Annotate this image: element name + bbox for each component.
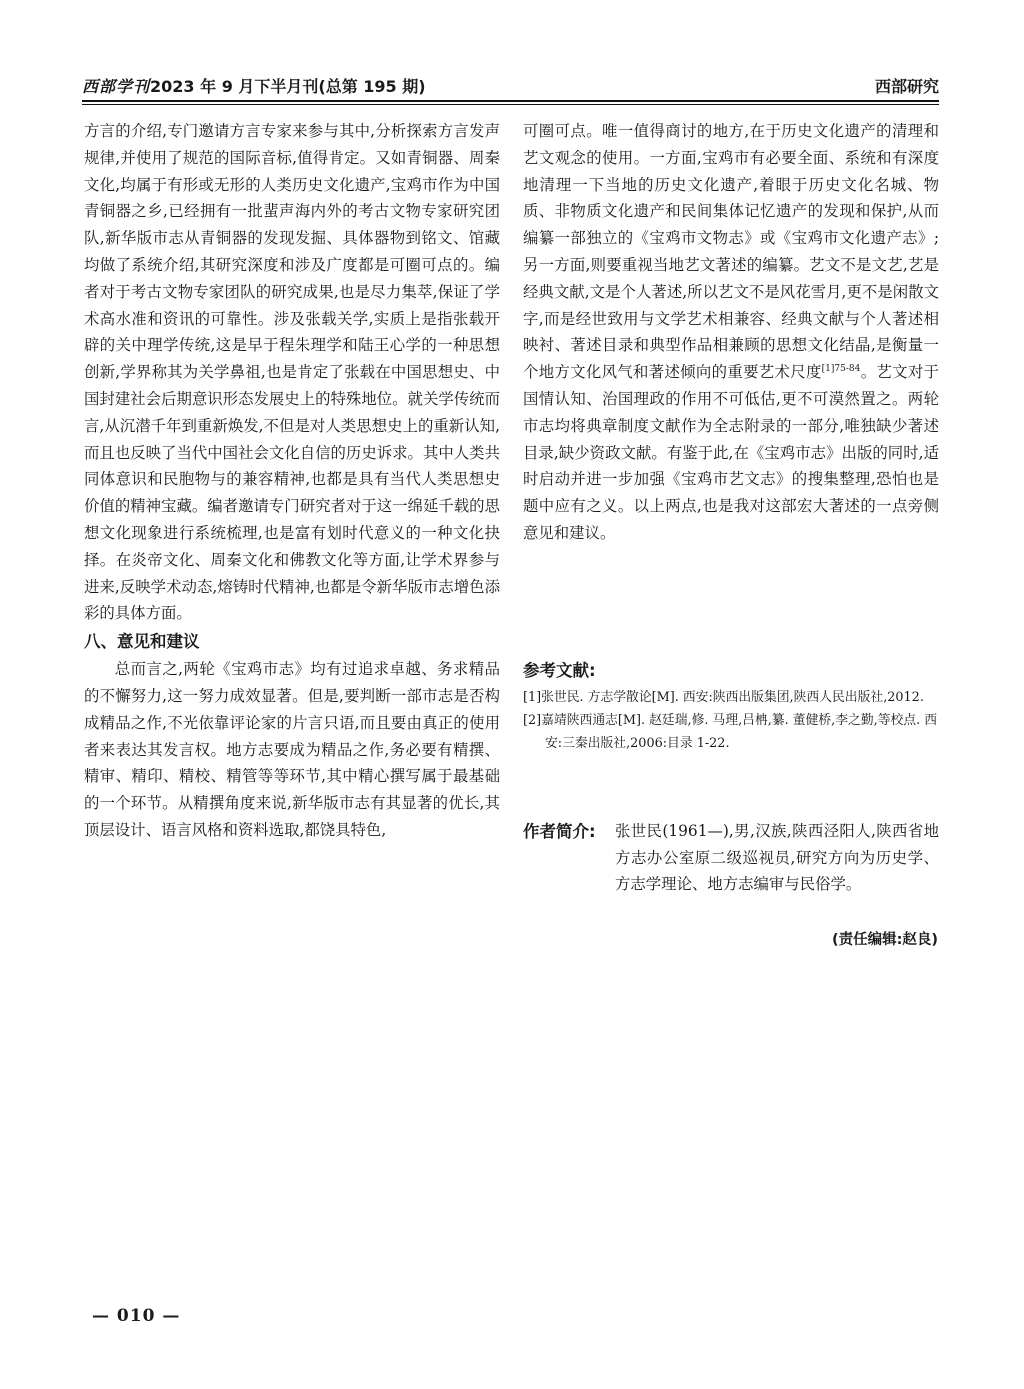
references-title: 参考文献: <box>523 661 596 680</box>
references-list <box>523 686 939 755</box>
section-label: 西部研究 <box>874 77 939 96</box>
body-paragraph: 方言的介绍,专门邀请方言专家来参与其中,分析探索方言发声规律,并使用了规范的国际音标,值得肯定。又如青铜器、周秦文化,均属于有形或无形的人类历史文化遗产,宝鸡市作为中国青铜器之乡,已经拥有一批蜚声海内外的考古文物专家研究团队,新华版市志从青铜器的发现发掘、具体器物到铭文、馆藏均做了系统介绍,其研究深度和涉及广度都是可圈可点的。编者对于考古文物专家团队的研究成果,也是尽力集萃,保证了学术高水准和资讯的可靠性。涉及张载关学,实质上是指张载开辟的关中理学传统,这是早于程朱理学和陆王心学的一种思想创新,学界称其为关学鼻祖,也是肯定了张载在中国思想史、中国封建社会后期意识形态发展史上的特殊地位。就关学传统而言,从沉潜千年到重新焕发,不但是对人类思想史上的重新认知,而且也反映了当代中国社会文化自信的历史诉求。其中人类共同体意识和民胞物与的兼容精神,也都是具有当代人类思想史价值的精神宝藏。编者邀请专门研究者对于这一绵延千载的思想文化现象进行系统梳理,也是富有划时代意义的一种文化抉择。在炎帝文化、周秦文化和佛教文化等方面,让学术界参与进来,反映学术动态,熔铸时代精神,也都是令新华版市志增色添彩的具体方面。 <box>84 122 500 623</box>
section-heading: 八、意见和建议 <box>84 632 200 652</box>
header-rule <box>82 100 939 102</box>
body-text: 可圈可点。唯一值得商讨的地方,在于历史文化遗产的清理和艺文观念的使用。一方面,宝鸡市有必要全面、系统和有深度地清理一下当地的历史文化遗产,着眼于历史文化名城、物质、非物质文化遗产和民间集体记忆遗产的发现和保护,从而编纂一部独立的《宝鸡市文物志》或《宝鸡市文化遗产志》;另一方面,则要重视当地艺文著述的编纂。艺文不是文艺,艺是经典文献,文是个人著述,所以艺文不是风花雪月,更不是闲散文字,而是经世致用与文学艺术相兼容、经典文献与个人著述相映衬、著述目录和典型作品相兼顾的思想文化结晶,是衡量一个地方文化风气和著述倾向的重要艺术尺度 <box>523 122 939 382</box>
page-number: — 010 — <box>92 1306 181 1326</box>
reference-item: [1]张世民. 方志学散论[M]. 西安:陕西出版集团,陕西人民出版社,2012. <box>523 690 924 705</box>
left-column <box>84 118 500 844</box>
citation-mark: [1]75-84 <box>821 364 861 375</box>
author-bio-text: 张世民(1961—),男,汉族,陕西泾阳人,陕西省地方志办公室原二级巡视员,研究方向为历史学、方志学理论、地方志编审与民俗学。 <box>615 822 939 893</box>
body-paragraph <box>523 118 939 547</box>
responsible-editor: (责任编辑:赵良) <box>831 932 938 948</box>
issue-info: 2023 年 9 月下半月刊(总第 195 期) <box>150 77 426 96</box>
reference-item: [2]嘉靖陕西通志[M]. 赵廷瑞,修. 马理,吕柟,纂. 董健桥,李之勤,等校点. 西安:三秦出版社,2006:目录 1-22. <box>523 713 938 751</box>
author-bio-label: 作者简介: <box>523 822 596 841</box>
journal-logo: 西部学刊 <box>82 77 151 96</box>
header-journal-info <box>82 74 426 97</box>
header-rule-thin <box>82 104 939 105</box>
body-text: 。艺文对于国情认知、治国理政的作用不可低估,更不可漠然置之。两轮市志均将典章制度文献作为全志附录的一部分,唯独缺少著述目录,缺少资政文献。有鉴于此,在《宝鸡市志》出版的同时,适时启动并进一步加强《宝鸡市艺文志》的搜集整理,恐怕也是题中应有之义。以上两点,也是我对这部宏大著述的一点旁侧意见和建议。 <box>523 363 939 542</box>
right-column <box>523 118 939 547</box>
body-paragraph: 总而言之,两轮《宝鸡市志》均有过追求卓越、务求精品的不懈努力,这一努力成效显著。但是,要判断一部市志是否构成精品之作,不光依靠评论家的片言只语,而且要由真正的使用者来表达其发言权。地方志要成为精品之作,务必要有精撰、精审、精印、精校、精管等等环节,其中精心撰写属于最基础的一个环节。从精撰角度来说,新华版市志有其显著的优长,其顶层设计、语言风格和资料选取,都饶具特色, <box>84 660 500 839</box>
running-header <box>82 70 939 100</box>
